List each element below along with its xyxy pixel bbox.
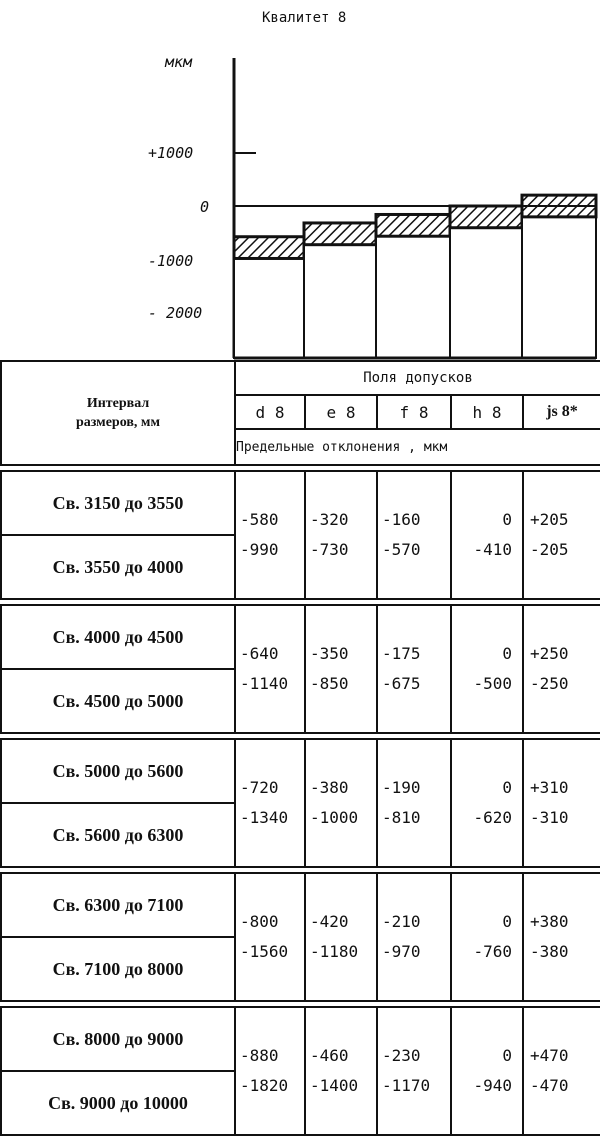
upper-deviation: -420 [310,912,349,931]
shaft-bar-d8 [234,258,304,358]
tolerance-table [0,360,600,1136]
upper-deviation: 0 [502,912,512,931]
upper-deviation: -460 [310,1046,349,1065]
size-range-cell: Св. 9000 до 10000 [1,1071,235,1135]
lower-deviation: -1180 [310,942,359,961]
lower-deviation: -760 [473,942,512,961]
lower-deviation: -1340 [240,808,289,827]
deviation-cell-h8 [451,1007,523,1135]
column-header-h8: h 8 [451,395,523,429]
table-body [1,465,600,1135]
deviation-cell-d8 [235,739,305,867]
upper-deviation: -640 [240,644,279,663]
lower-deviation: -1560 [240,942,289,961]
upper-deviation: +205 [530,510,569,529]
deviation-cell-f8 [377,471,451,599]
tolerance-diagram [0,0,600,360]
deviation-cell-f8 [377,605,451,733]
upper-deviation: 0 [502,1046,512,1065]
table-row [1,1007,600,1071]
upper-deviation: -580 [240,510,279,529]
lower-deviation: -990 [240,540,279,559]
deviation-header: Предельные отклонения , мкм [235,429,600,465]
size-range-cell: Св. 4500 до 5000 [1,669,235,733]
lower-deviation: -205 [530,540,569,559]
lower-deviation: -1140 [240,674,289,693]
column-header-js8: js 8* [523,395,600,429]
lower-deviation: -470 [530,1076,569,1095]
upper-deviation: +250 [530,644,569,663]
column-header-e8: e 8 [305,395,377,429]
deviation-cell-h8 [451,873,523,1001]
size-range-cell: Св. 7100 до 8000 [1,937,235,1001]
size-range-cell: Св. 5600 до 6300 [1,803,235,867]
upper-deviation: -320 [310,510,349,529]
deviation-cell-e8 [305,873,377,1001]
interval-header [1,361,235,465]
deviation-cell-e8 [305,1007,377,1135]
fields-header: Поля допусков [235,361,600,395]
deviation-cell-js8 [523,605,600,733]
deviation-cell-js8 [523,471,600,599]
upper-deviation: -175 [382,644,421,663]
upper-deviation: -230 [382,1046,421,1065]
deviation-cell-js8 [523,1007,600,1135]
upper-deviation: -160 [382,510,421,529]
plot-area [234,58,596,358]
axis-unit-label: мкм [165,53,193,71]
upper-deviation: +380 [530,912,569,931]
column-header-d8: d 8 [235,395,305,429]
size-range-cell: Св. 8000 до 9000 [1,1007,235,1071]
lower-deviation: -500 [473,674,512,693]
lower-deviation: -940 [473,1076,512,1095]
size-range-cell: Св. 6300 до 7100 [1,873,235,937]
lower-deviation: -310 [530,808,569,827]
lower-deviation: -570 [382,540,421,559]
shaft-bar-js8 [522,217,596,358]
upper-deviation: -800 [240,912,279,931]
upper-deviation: 0 [502,510,512,529]
deviation-cell-js8 [523,873,600,1001]
tick-label-zero: 0 [200,198,210,216]
upper-deviation: +310 [530,778,569,797]
lower-deviation: -380 [530,942,569,961]
table-row [1,739,600,803]
upper-deviation: -380 [310,778,349,797]
upper-deviation: -350 [310,644,349,663]
deviation-cell-e8 [305,471,377,599]
lower-deviation: -675 [382,674,421,693]
deviation-cell-d8 [235,1007,305,1135]
lower-deviation: -620 [473,808,512,827]
deviation-cell-d8 [235,471,305,599]
upper-deviation: -880 [240,1046,279,1065]
table-row [1,471,600,535]
tick-label-plus-1000: +1000 [148,144,194,162]
shaft-bar-e8 [304,245,376,358]
lower-deviation: -1820 [240,1076,289,1095]
deviation-cell-e8 [305,605,377,733]
deviation-cell-f8 [377,739,451,867]
upper-deviation: +470 [530,1046,569,1065]
deviation-cell-h8 [451,471,523,599]
tolerance-zone-h8 [450,206,522,228]
tolerance-zone-f8 [376,214,450,236]
deviation-cell-h8 [451,605,523,733]
shaft-bar-h8 [450,228,522,358]
lower-deviation: -730 [310,540,349,559]
upper-deviation: -720 [240,778,279,797]
size-range-cell: Св. 3550 до 4000 [1,535,235,599]
lower-deviation: -970 [382,942,421,961]
shaft-bar-f8 [376,236,450,358]
lower-deviation: -810 [382,808,421,827]
deviation-cell-d8 [235,873,305,1001]
lower-deviation: -1400 [310,1076,359,1095]
lower-deviation: -850 [310,674,349,693]
deviation-cell-d8 [235,605,305,733]
column-header-f8: f 8 [377,395,451,429]
table-row [1,605,600,669]
table-row [1,873,600,937]
deviation-cell-h8 [451,739,523,867]
interval-header-label: Интервал размеров, мм [75,396,161,430]
tolerance-zone-js8 [522,195,596,217]
lower-deviation: -410 [473,540,512,559]
upper-deviation: 0 [502,778,512,797]
tolerance-zone-e8 [304,223,376,245]
tick-label-minus-1000: -1000 [148,252,194,270]
size-range-cell: Св. 4000 до 4500 [1,605,235,669]
deviation-cell-js8 [523,739,600,867]
upper-deviation: -210 [382,912,421,931]
deviation-cell-f8 [377,873,451,1001]
lower-deviation: -1000 [310,808,359,827]
lower-deviation: -1170 [382,1076,431,1095]
lower-deviation: -250 [530,674,569,693]
tick-label-minus-2000: - 2000 [148,304,203,322]
deviation-cell-f8 [377,1007,451,1135]
diagram-title: Квалитет 8 [262,10,347,26]
size-range-cell: Св. 5000 до 5600 [1,739,235,803]
upper-deviation: -190 [382,778,421,797]
upper-deviation: 0 [502,644,512,663]
size-range-cell: Св. 3150 до 3550 [1,471,235,535]
deviation-cell-e8 [305,739,377,867]
tolerance-zone-d8 [234,237,304,259]
